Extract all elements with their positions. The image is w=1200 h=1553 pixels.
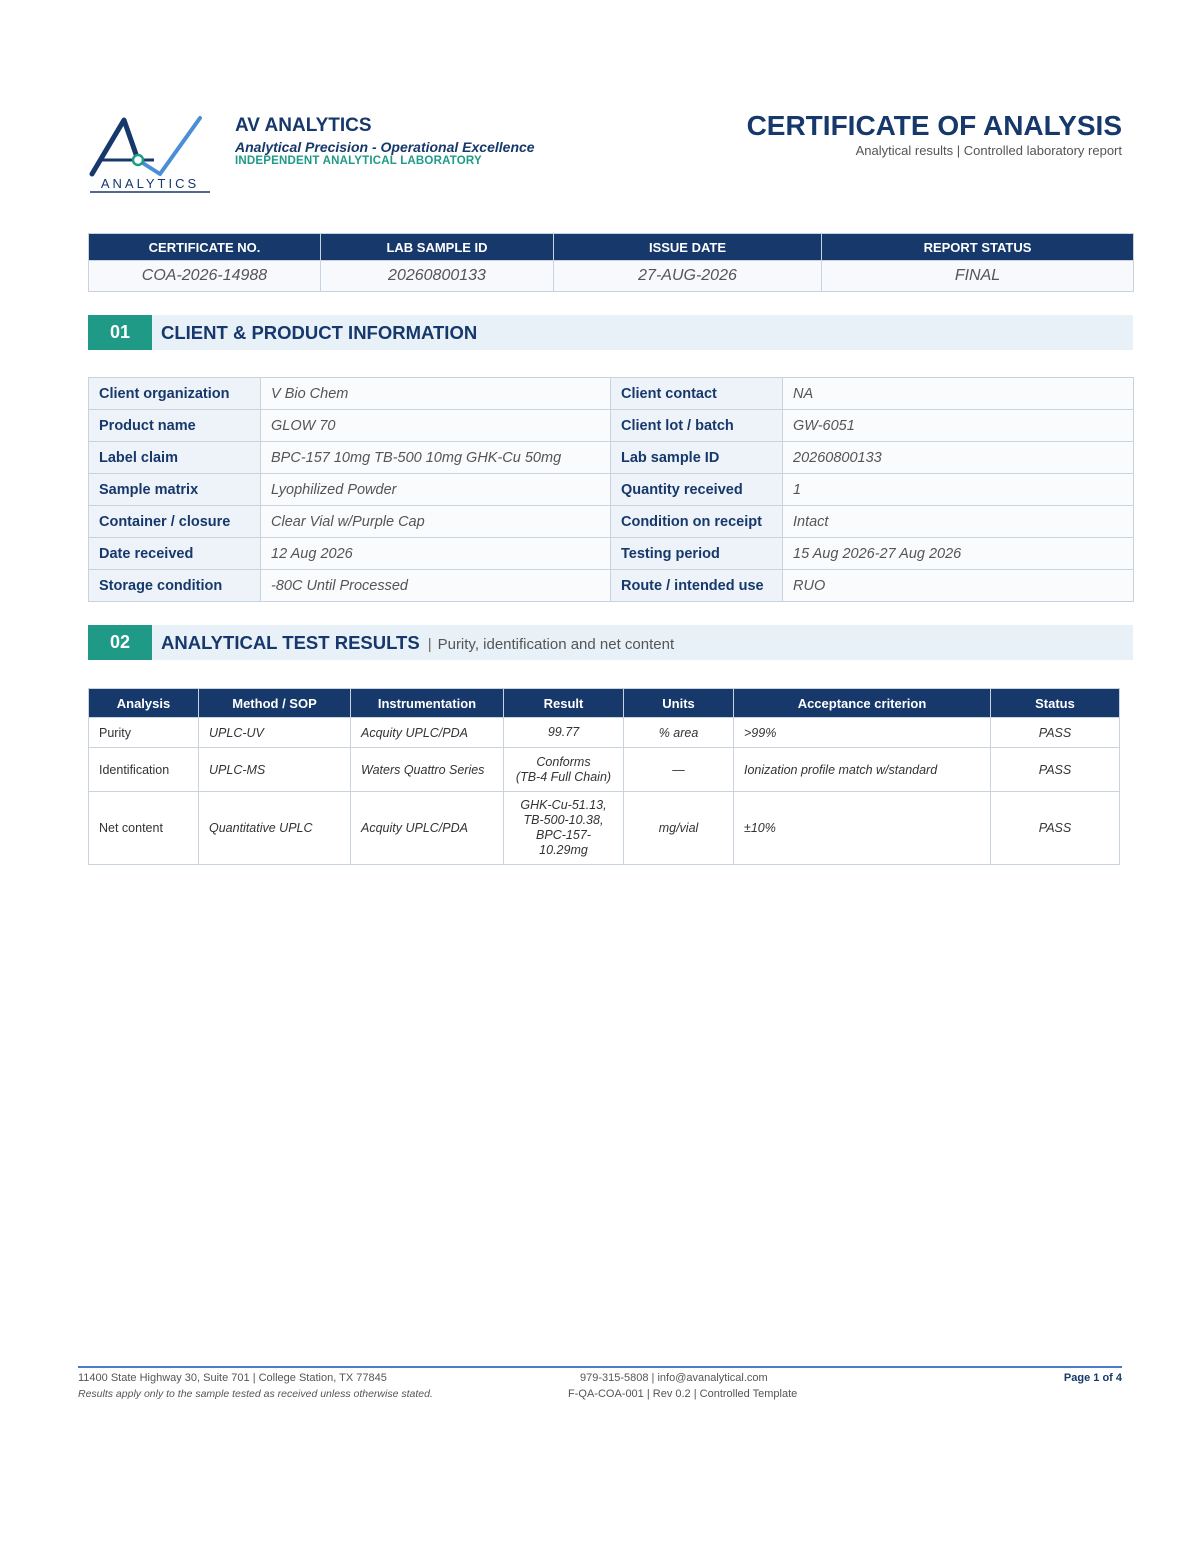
col-header-result: Result [504,689,624,718]
info-label: Condition on receipt [611,506,783,538]
meta-value-row [89,261,1134,292]
info-value: V Bio Chem [261,378,611,410]
result-line: 10.29mg [539,843,588,857]
footer-form-id: F-QA-COA-001 | Rev 0.2 | Controlled Template [568,1388,798,1400]
section-number: 02 [88,625,152,660]
info-row [89,570,1134,602]
col-header-instrumentation: Instrumentation [351,689,504,718]
info-label: Quantity received [611,474,783,506]
footer-divider [78,1366,1122,1368]
section-title-line [161,625,674,660]
client-product-info-table [88,377,1134,602]
result-line: TB-500-10.38, [523,813,604,827]
result-line: Conforms [536,754,591,769]
company-subtitle: INDEPENDENT ANALYTICAL LABORATORY [235,155,482,167]
info-label: Testing period [611,538,783,570]
method-sop: UPLC-UV [199,718,351,748]
issue-date: 27-AUG-2026 [554,261,822,292]
meta-header-certificate-no: CERTIFICATE NO. [89,234,321,261]
results-row [89,718,1120,748]
section-title: ANALYTICAL TEST RESULTS [161,632,420,653]
info-value: 20260800133 [783,442,1134,474]
info-label: Storage condition [89,570,261,602]
info-value: Clear Vial w/Purple Cap [261,506,611,538]
test-results-table [88,688,1120,865]
footer-disclaimer: Results apply only to the sample tested as received unless otherwise stated. [78,1388,433,1400]
result-line: (TB-4 Full Chain) [515,769,612,784]
info-label: Date received [89,538,261,570]
info-label: Container / closure [89,506,261,538]
info-value: Intact [783,506,1134,538]
info-value: GLOW 70 [261,410,611,442]
info-label: Client organization [89,378,261,410]
status-value: PASS [991,718,1120,748]
method-sop: UPLC-MS [199,748,351,792]
company-logo [80,108,220,200]
info-label: Lab sample ID [611,442,783,474]
section-header-client-info [88,315,1133,350]
report-status: FINAL [822,261,1134,292]
units: % area [624,718,734,748]
footer-address: 11400 State Highway 30, Suite 701 | College Station, TX 77845 [78,1372,387,1384]
certificate-meta-table [88,233,1134,292]
meta-header-lab-sample-id: LAB SAMPLE ID [321,234,554,261]
result-line: GHK-Cu-51.13, [520,798,607,812]
footer-contact: 979-315-5808 | info@avanalytical.com [580,1372,768,1384]
info-value: GW-6051 [783,410,1134,442]
page-number: Page 1 of 4 [1063,1372,1122,1384]
lab-sample-id: 20260800133 [321,261,554,292]
info-row [89,474,1134,506]
info-value: 1 [783,474,1134,506]
result-value [504,748,624,792]
result-value [504,718,624,748]
info-row [89,538,1134,570]
meta-header-report-status: REPORT STATUS [822,234,1134,261]
results-row [89,748,1120,792]
section-number: 01 [88,315,152,350]
info-row [89,410,1134,442]
result-line: BPC-157- [536,828,591,842]
meta-header-issue-date: ISSUE DATE [554,234,822,261]
info-value: BPC-157 10mg TB-500 10mg GHK-Cu 50mg [261,442,611,474]
result-value [504,792,624,865]
results-row [89,792,1120,865]
analysis-name: Purity [89,718,199,748]
info-label: Sample matrix [89,474,261,506]
section-description: Purity, identification and net content [437,636,675,653]
meta-header-row [89,234,1134,261]
status-value: PASS [991,748,1120,792]
info-label: Route / intended use [611,570,783,602]
info-value: 12 Aug 2026 [261,538,611,570]
instrumentation: Waters Quattro Series [351,748,504,792]
acceptance-criterion: Ionization profile match w/standard [734,748,991,792]
acceptance-criterion: ±10% [734,792,991,865]
info-value: NA [783,378,1134,410]
instrumentation: Acquity UPLC/PDA [351,792,504,865]
info-value: -80C Until Processed [261,570,611,602]
analysis-name: Identification [89,748,199,792]
info-value: RUO [783,570,1134,602]
result-line: 99.77 [547,725,580,739]
logo-wordmark: ANALYTICS [100,176,200,191]
col-header-criterion: Acceptance criterion [734,689,991,718]
document-subtitle: Analytical results | Controlled laboratory report [855,143,1122,158]
certificate-number: COA-2026-14988 [89,261,321,292]
col-header-method: Method / SOP [199,689,351,718]
info-label: Product name [89,410,261,442]
info-label: Label claim [89,442,261,474]
document-title: CERTIFICATE OF ANALYSIS [746,110,1122,141]
results-header-row [89,689,1120,718]
company-name: AV ANALYTICS [235,115,372,136]
section-header-test-results [88,625,1133,660]
info-row [89,442,1134,474]
info-label: Client lot / batch [611,410,783,442]
analysis-name: Net content [89,792,199,865]
info-value: Lyophilized Powder [261,474,611,506]
info-value: 15 Aug 2026-27 Aug 2026 [783,538,1134,570]
info-row [89,378,1134,410]
units: mg/vial [624,792,734,865]
section-separator: | [427,636,432,653]
acceptance-criterion: >99% [734,718,991,748]
status-value: PASS [991,792,1120,865]
col-header-units: Units [624,689,734,718]
section-title: CLIENT & PRODUCT INFORMATION [161,322,478,343]
method-sop: Quantitative UPLC [199,792,351,865]
company-tagline: Analytical Precision - Operational Excellence [235,139,535,155]
col-header-analysis: Analysis [89,689,199,718]
units: — [624,748,734,792]
instrumentation: Acquity UPLC/PDA [351,718,504,748]
info-row [89,506,1134,538]
col-header-status: Status [991,689,1120,718]
info-label: Client contact [611,378,783,410]
